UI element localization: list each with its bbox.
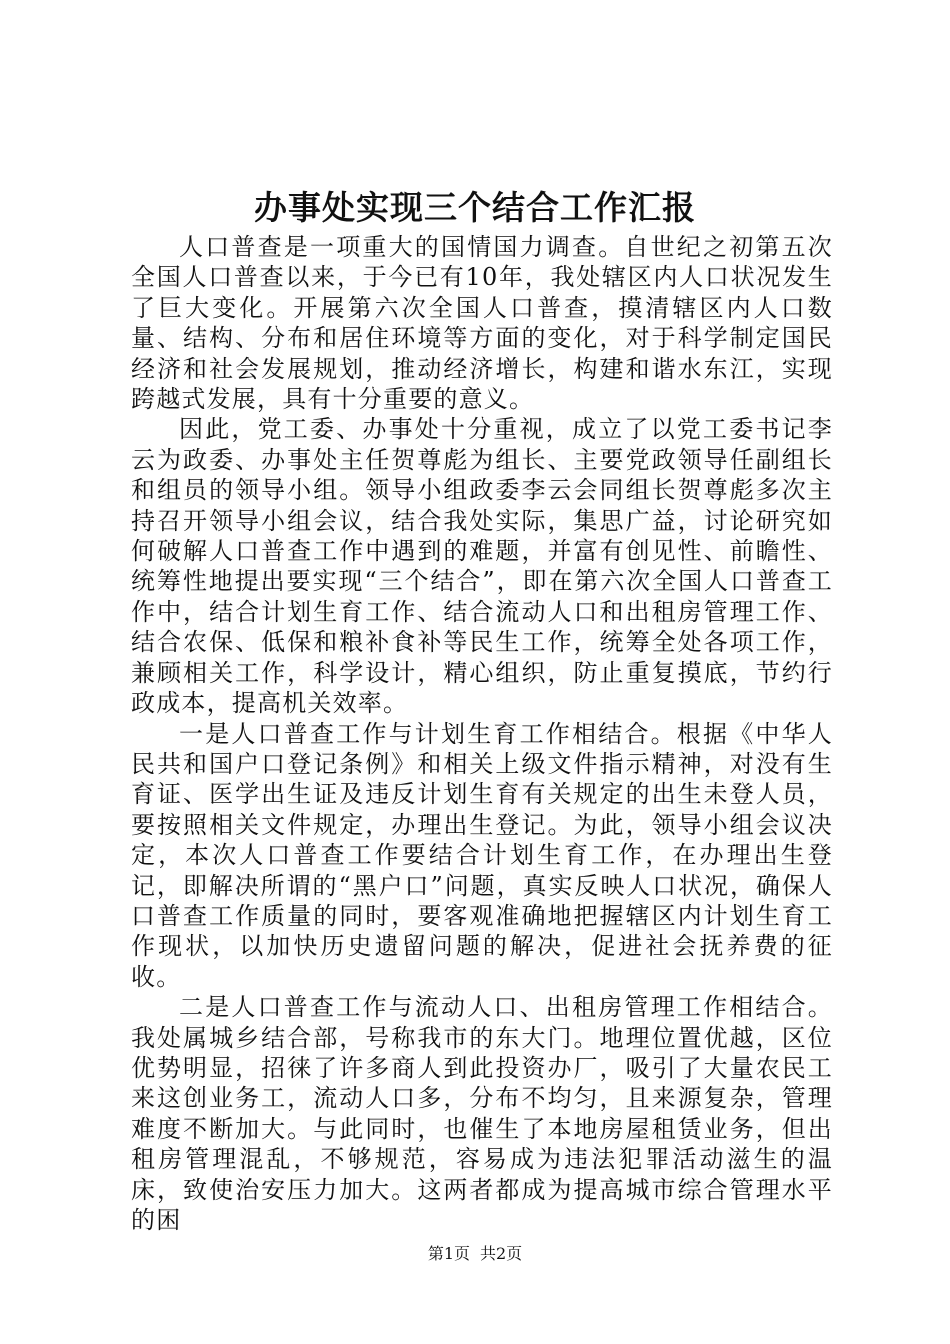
paragraph-1: 人口普查是一项重大的国情国力调查。自世纪之初第五次全国人口普查以来，于今已有10年，我处辖区内人口状况发生了巨大变化。开展第六次全国人口普查，摸清辖区内人口数量、结构、分布和居住环境等方面的变化，对于科学制定国民经济和社会发展规划，推动经济增长，构建和谐水东江，实现跨越式发展，具有十分重要的意义。	[131, 233, 833, 414]
paragraph-2: 因此，党工委、办事处十分重视，成立了以党工委书记李云为政委、办事处主任贺尊彪为组长、主要党政领导任副组长和组员的领导小组。领导小组政委李云会同组长贺尊彪多次主持召开领导小组会议，结合我处实际，集思广益，讨论研究如何破解人口普查工作中遇到的难题，并富有创见性、前瞻性、统筹性地提出要实现“三个结合”，即在第六次全国人口普查工作中，结合计划生育工作、结合流动人口和出租房管理工作、结合农保、低保和粮补食补等民生工作，统筹全处各项工作，兼顾相关工作，科学设计，精心组织，防止重复摸底，节约行政成本，提高机关效率。	[131, 415, 833, 718]
page-number: 第1页	[427, 1244, 470, 1263]
paragraph-4: 二是人口普查工作与流动人口、出租房管理工作相结合。我处属城乡结合部，号称我市的东大门。地理位置优越，区位优势明显，招徕了许多商人到此投资办厂，吸引了大量农民工来这创业务工，流动人口多，分布不均匀，且来源复杂，管理难度不断加大。与此同时，也催生了本地房屋租赁业务，但出租房管理混乱，不够规范，容易成为违法犯罪活动滋生的温床，致使治安压力加大。这两者都成为提高城市综合管理水平的困	[131, 993, 833, 1234]
page-footer	[0, 1244, 950, 1264]
page-total: 共2页	[480, 1244, 523, 1263]
paragraph-3: 一是人口普查工作与计划生育工作相结合。根据《中华人民共和国户口登记条例》和相关上级文件指示精神，对没有生育证、医学出生证及违反计划生育有关规定的出生未登人员，要按照相关文件规定，办理出生登记。为此，领导小组会议决定，本次人口普查工作要结合计划生育工作，在办理出生登记，即解决所谓的“黑户口”问题，真实反映人口状况，确保人口普查工作质量的同时，要客观准确地把握辖区内计划生育工作现状，以加快历史遗留问题的解决，促进社会抚养费的征收。	[131, 719, 833, 991]
document-body	[131, 232, 833, 1235]
document-title: 办事处实现三个结合工作汇报	[254, 188, 696, 227]
